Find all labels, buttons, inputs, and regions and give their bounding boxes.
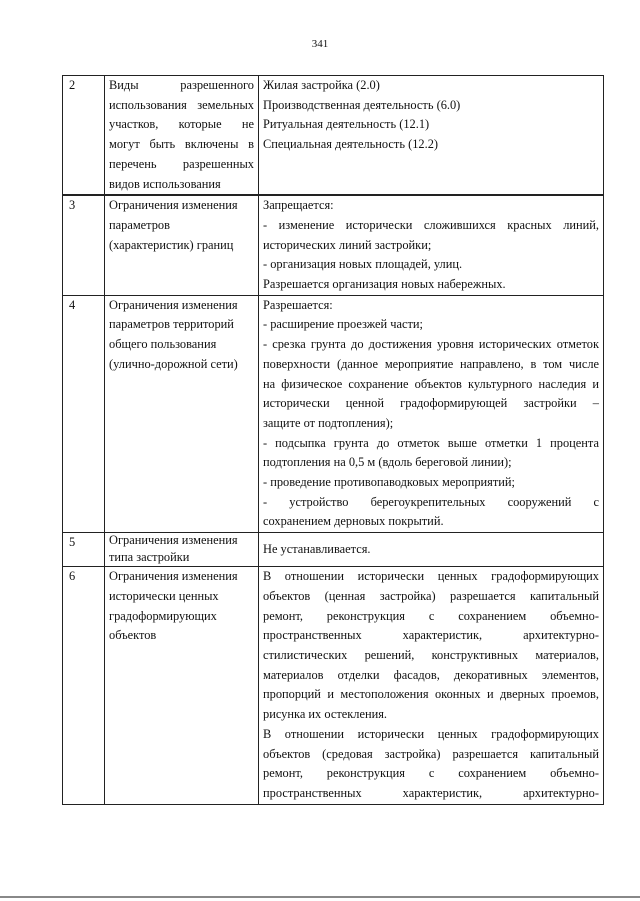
table-row xyxy=(63,76,604,195)
value-line: подтопления на 0,5 м (вдоль береговой линии); xyxy=(263,455,512,470)
value-line: пространственных характеристик, архитектурно- xyxy=(263,628,599,643)
parameter-line: могут быть включены в xyxy=(109,137,254,152)
parameter-line: Ограничения изменения xyxy=(109,198,238,213)
value-cell xyxy=(259,196,604,296)
value-line: сохранением дерновых покрытий. xyxy=(263,514,444,529)
parameter-line: общего пользования xyxy=(109,337,217,352)
value-line: - подсыпка грунта до отметок выше отметки 1 процента xyxy=(263,435,599,450)
parameter-line: Ограничения изменения xyxy=(109,533,238,548)
value-line: пропорций и местоположения оконных и дверных проемов, xyxy=(263,687,599,702)
value-line: Производственная деятельность (6.0) xyxy=(263,97,461,112)
value-line: исторических линий застройки; xyxy=(263,237,432,252)
value-line: - срезка грунта до достижения уровня исторических отметок xyxy=(263,337,599,352)
value-line: - устройство берегоукрепительных сооружений с xyxy=(263,494,599,509)
value-line: рисунка их остекления. xyxy=(263,707,388,722)
value-line: исторически ценной градоформирующей застройки – xyxy=(263,396,599,411)
parameter-line: видов использования xyxy=(109,176,221,191)
value-line: материалов отделки фасадов, декоративных элементов, xyxy=(263,667,599,682)
scan-edge-divider xyxy=(0,896,640,898)
value-line: В отношении исторически ценных градоформирующих xyxy=(263,569,599,584)
parameter-cell xyxy=(105,76,259,195)
value-line: - организация новых площадей, улиц. xyxy=(263,257,463,272)
value-line: объектов (средовая застройка) разрешается капитальный xyxy=(263,746,599,761)
value-cell xyxy=(259,295,604,532)
row-number: 6 xyxy=(63,567,105,804)
parameter-line: Ограничения изменения xyxy=(109,297,238,312)
parameter-line: Ограничения изменения xyxy=(109,569,238,584)
row-number: 5 xyxy=(63,533,105,567)
value-line: Жилая застройка (2.0) xyxy=(263,78,380,92)
parameter-line: (улично-дорожной сети) xyxy=(109,356,238,371)
parameter-line: параметров территорий xyxy=(109,317,234,332)
value-line: объектов (ценная застройка) разрешается капитальный xyxy=(263,588,599,603)
row-number: 3 xyxy=(63,196,105,296)
regulations-table xyxy=(62,75,604,805)
value-line: Запрещается: xyxy=(263,198,334,213)
parameter-cell xyxy=(105,533,259,567)
table-row xyxy=(63,295,604,532)
value-line: Специальная деятельность (12.2) xyxy=(263,137,439,152)
value-cell xyxy=(259,533,604,567)
value-line: Разрешается организация новых набережных. xyxy=(263,277,506,292)
parameter-line: (характеристик) границ xyxy=(109,237,234,252)
parameter-line: перечень разрешенных xyxy=(109,156,254,171)
parameter-line: типа застройки xyxy=(109,550,190,565)
parameter-cell xyxy=(105,567,259,804)
value-line: - изменение исторически сложившихся красных линий, xyxy=(263,217,599,232)
parameter-cell xyxy=(105,295,259,532)
value-line: - расширение проезжей части; xyxy=(263,317,423,332)
value-line: ремонт, реконструкция с сохранением объемно- xyxy=(263,608,599,623)
row-number: 2 xyxy=(63,76,105,195)
parameter-line: Виды разрешенного xyxy=(109,78,254,92)
value-line: стилистических решений, конструктивных материалов, xyxy=(263,647,599,662)
value-line: Ритуальная деятельность (12.1) xyxy=(263,117,430,132)
table-row xyxy=(63,196,604,296)
value-cell xyxy=(259,76,604,195)
parameter-line: объектов xyxy=(109,628,157,643)
value-line: поверхности (данное мероприятие направлено, в том числе xyxy=(263,356,599,371)
value-line: на физическое сохранение объектов культурного наследия и xyxy=(263,376,599,391)
parameter-line: исторически ценных xyxy=(109,588,219,603)
row-number: 4 xyxy=(63,295,105,532)
table-row xyxy=(63,533,604,567)
parameter-cell xyxy=(105,196,259,296)
parameter-line: параметров xyxy=(109,217,170,232)
parameter-line: участков, которые не xyxy=(109,117,254,132)
parameter-line: использования земельных xyxy=(109,97,254,112)
parameter-line: градоформирующих xyxy=(109,608,217,623)
value-line: защите от подтопления); xyxy=(263,415,394,430)
table-row xyxy=(63,567,604,804)
value-line: Разрешается: xyxy=(263,297,333,312)
value-cell xyxy=(259,567,604,804)
value-line: ремонт, реконструкция с сохранением объемно- xyxy=(263,766,599,781)
page-number: 341 xyxy=(311,38,329,50)
value-line: пространственных характеристик, архитектурно- xyxy=(263,785,599,800)
value-line: Не устанавливается. xyxy=(263,541,371,556)
value-line: - проведение противопаводковых мероприятий; xyxy=(263,475,515,490)
value-line: В отношении исторически ценных градоформирующих xyxy=(263,726,599,741)
